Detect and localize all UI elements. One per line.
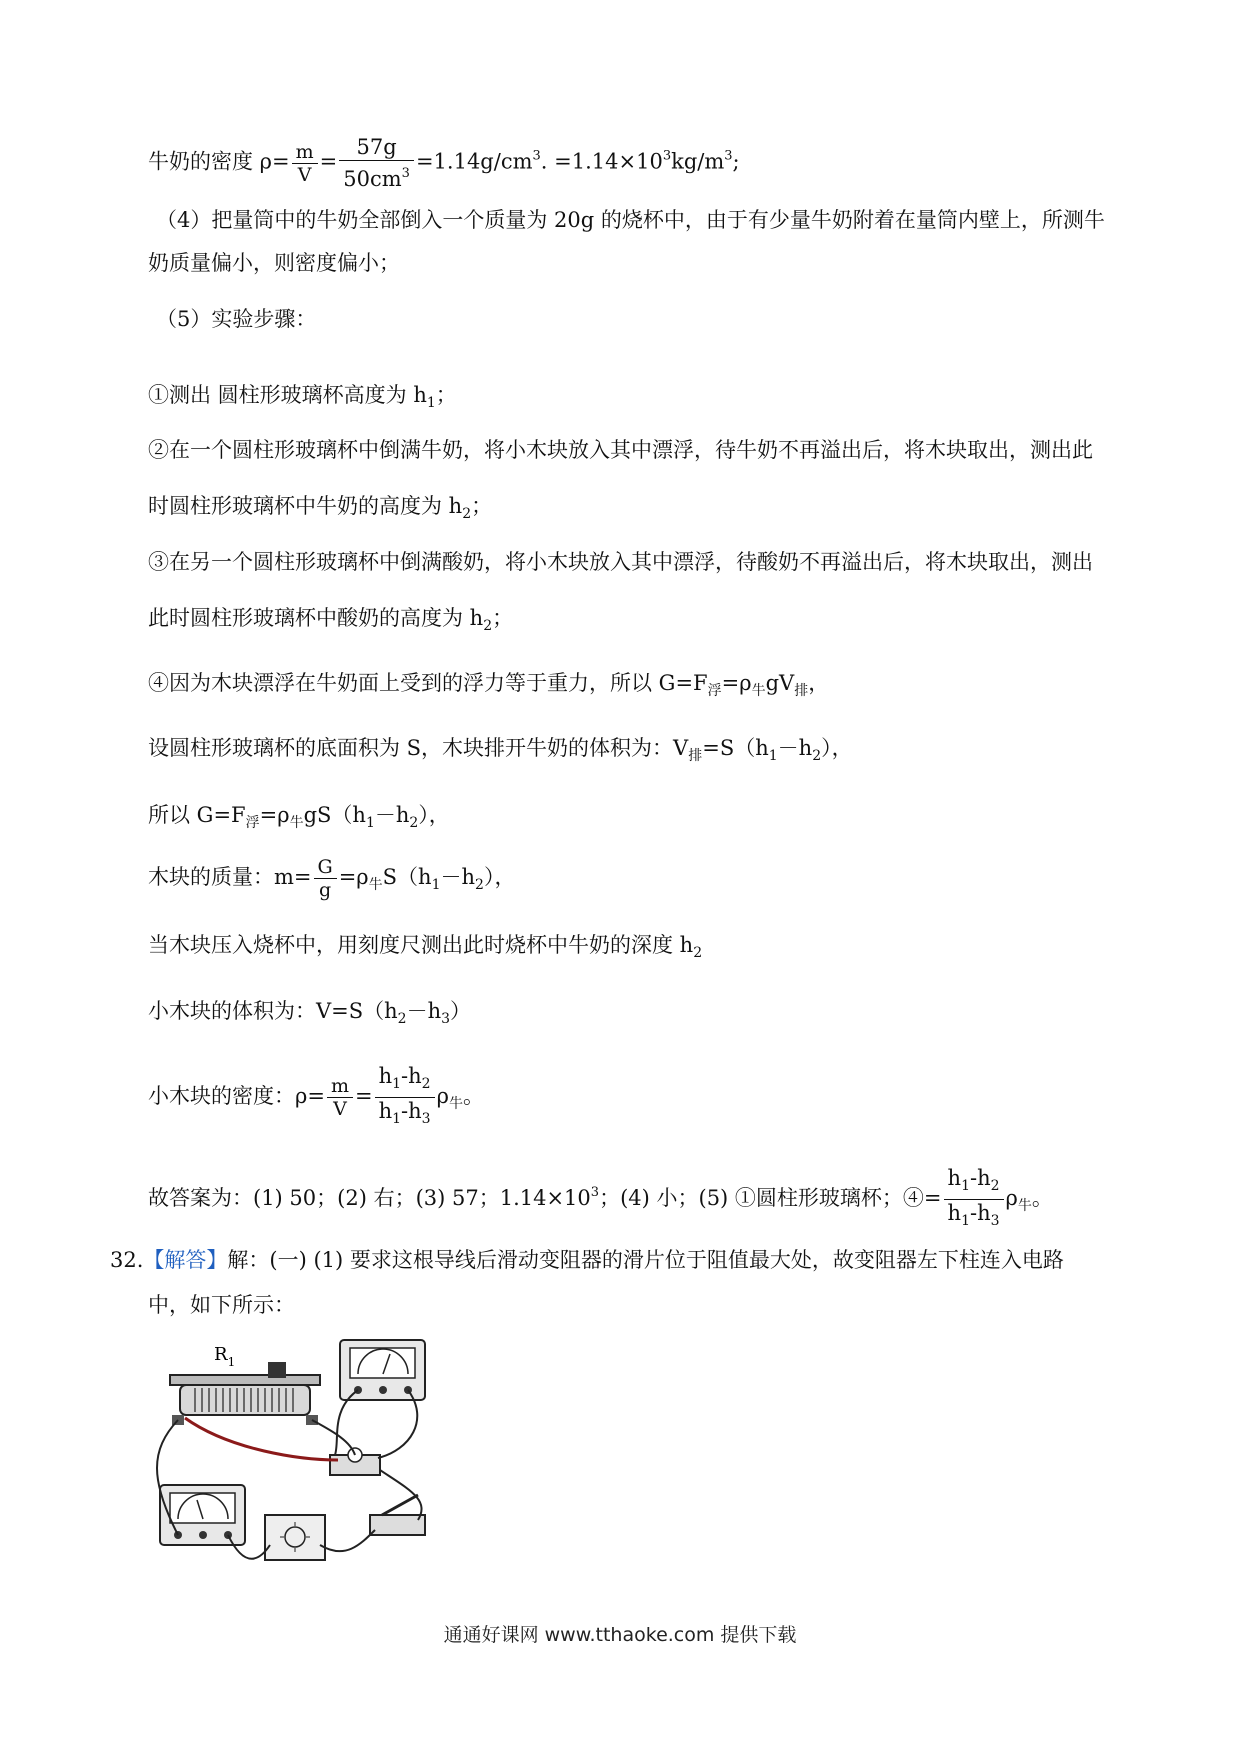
so-line: 所以 $G=F_浮=\rho_牛gS(h_1-h_2)$，	[148, 803, 450, 831]
step-2-line1: ②在一个圆柱形玻璃杯中倒满牛奶，将小木块放入其中漂浮，待牛奶不再溢出后，将木块取出，测出此	[148, 438, 1093, 462]
area-line: 设圆柱形玻璃杯的底面积为 S，木块排开牛奶的体积为：$V_排=S(h_1-h_2)$，	[148, 736, 853, 764]
step-2-line2: 时圆柱形玻璃杯中牛奶的高度为 $h_2$；	[148, 494, 493, 522]
answer-line: 故答案为：(1) 50；(2) 右；(3) 57；$1.14\times 10^3$；(4) 小；(5) ①圆柱形玻璃杯；④= $\frac{h_1-h_2}{h_1-h_3}$ $\rho_牛$。	[148, 1165, 1053, 1234]
question-32-line1: 32.【解答】解：(一) (1) 要求这根导线后滑动变阻器的滑片位于阻值最大处，故变阻器左下柱连入电路	[110, 1248, 1064, 1272]
page-footer: 通通好课网 www.tthaoke.com 提供下载	[443, 1624, 797, 1646]
part4-line2: 奶质量偏小，则密度偏小；	[148, 251, 400, 275]
question-32-line2: 中，如下所示：	[148, 1293, 295, 1317]
bulb-holder	[330, 1448, 380, 1475]
meter-bottom	[160, 1485, 245, 1545]
switch	[370, 1495, 425, 1535]
volume-line: 小木块的体积为：$V=S(h_2-h_3)$	[148, 999, 472, 1027]
answer-tag: 【解答】	[143, 1248, 228, 1272]
power-supply	[265, 1515, 325, 1560]
wood-density-line: 小木块的密度：ρ= $\frac{m}{V}$ = $\frac{h_1-h_2}{h_1-h_3}$ $\rho_牛$。	[148, 1063, 484, 1132]
question-number: 32.	[110, 1248, 144, 1272]
rheostat-label: $R_1$	[214, 1344, 236, 1369]
step-1: ①测出 圆柱形玻璃杯高度为 $h_1$；	[148, 383, 457, 411]
meter-top	[340, 1340, 425, 1400]
circuit-diagram	[150, 1330, 630, 1580]
part4-line1: （4）把量筒中的牛奶全部倒入一个质量为 20g 的烧杯中，由于有少量牛奶附着在量筒内壁上，所测牛	[156, 208, 1105, 232]
fraction-m-over-v: $\frac{m}{V}$	[292, 141, 318, 186]
fraction-h-ratio: $\frac{h_1-h_2}{h_1-h_3}$	[375, 1063, 435, 1132]
rheostat-r1	[170, 1344, 320, 1425]
fraction-h-ratio-answer: $\frac{h_1-h_2}{h_1-h_3}$	[944, 1165, 1004, 1234]
step-3-line2: 此时圆柱形玻璃杯中酸奶的高度为 $h_2$；	[148, 606, 514, 634]
fraction-m-over-v-2: $\frac{m}{V}$	[327, 1075, 353, 1120]
fraction-g-over-g: $\frac{G}{g}$	[314, 856, 337, 901]
part5-heading: （5）实验步骤：	[156, 307, 317, 331]
step-3-line1: ③在另一个圆柱形玻璃杯中倒满酸奶，将小木块放入其中漂浮，待酸奶不再溢出后，将木块取出，测出	[148, 550, 1093, 574]
press-line: 当木块压入烧杯中，用刻度尺测出此时烧杯中牛奶的深度 $h_2$	[148, 933, 703, 961]
fraction-57g-over-50cm3: $\frac{57g}{50cm^3}$	[339, 134, 414, 192]
mass-line: 木块的质量：m= $\frac{G}{g}$ $=\rho_牛S(h_1-h_2)$，	[148, 856, 516, 901]
step-4: ④因为木块漂浮在牛奶面上受到的浮力等于重力，所以 $G=F_浮=\rho_牛gV_排$，	[148, 671, 830, 699]
milk-density-calc: 牛奶的密度 ρ= $\frac{m}{V}$ = $\frac{57g}{50cm^3}$ $=1.14g/cm^3$. $=1.14\times 10^3kg/m^3$;	[148, 135, 740, 191]
